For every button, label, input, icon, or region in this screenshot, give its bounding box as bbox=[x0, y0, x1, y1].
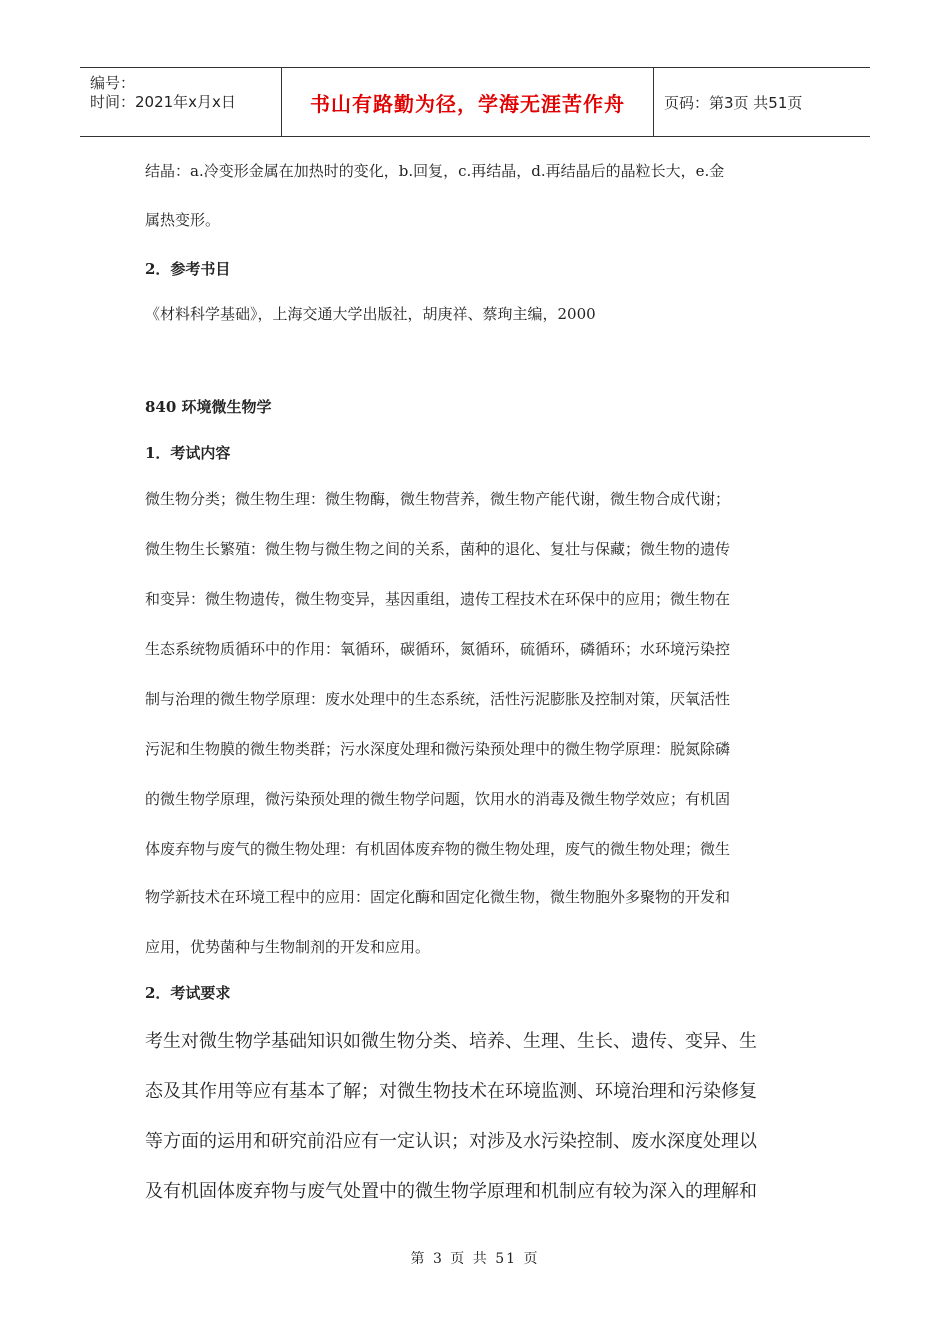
header-page-info: 页码：第3页 共51页 bbox=[664, 93, 803, 112]
page-header bbox=[80, 67, 870, 137]
paragraph-line-large: 及有机固体废弃物与废气处置中的微生物学原理和机制应有较为深入的理解和 bbox=[145, 1181, 757, 1202]
paragraph-line: 微生物分类；微生物生理：微生物酶，微生物营养，微生物产能代谢，微生物合成代谢； bbox=[145, 490, 731, 508]
section-heading: 2．考试要求 bbox=[145, 984, 231, 1002]
paragraph-line-large: 等方面的运用和研究前沿应有一定认识；对涉及水污染控制、废水深度处理以 bbox=[145, 1131, 757, 1152]
paragraph-line: 的微生物学原理，微污染预处理的微生物学问题，饮用水的消毒及微生物学效应；有机固 bbox=[145, 790, 731, 808]
paragraph-line: 制与治理的微生物学原理：废水处理中的生态系统，活性污泥膨胀及控制对策，厌氧活性 bbox=[145, 690, 731, 708]
section-heading: 2．参考书目 bbox=[145, 260, 231, 278]
paragraph-line-large: 态及其作用等应有基本了解；对微生物技术在环境监测、环境治理和污染修复 bbox=[145, 1081, 757, 1102]
subject-title: 840 环境微生物学 bbox=[145, 398, 272, 416]
paragraph-line: 属热变形。 bbox=[145, 211, 221, 229]
paragraph-line: 体废弃物与废气的微生物处理：有机固体废弃物的微生物处理，废气的微生物处理；微生 bbox=[145, 840, 731, 858]
serial-label: 编号： bbox=[90, 74, 136, 92]
reference-line: 《材料科学基础》，上海交通大学出版社，胡庚祥、蔡珣主编，2000 bbox=[145, 305, 596, 323]
time-label: 时间：2021年x月x日 bbox=[90, 93, 236, 111]
section-heading: 1．考试内容 bbox=[145, 444, 231, 462]
paragraph-line: 微生物生长繁殖：微生物与微生物之间的关系，菌种的退化、复壮与保藏；微生物的遗传 bbox=[145, 540, 731, 558]
header-meta bbox=[80, 68, 282, 136]
paragraph-line: 生态系统物质循环中的作用：氧循环，碳循环，氮循环，硫循环，磷循环；水环境污染控 bbox=[145, 640, 731, 658]
paragraph-line: 应用，优势菌种与生物制剂的开发和应用。 bbox=[145, 938, 431, 956]
paragraph-line: 和变异：微生物遗传，微生物变异，基因重组，遗传工程技术在环保中的应用；微生物在 bbox=[145, 590, 731, 608]
paragraph-line-large: 考生对微生物学基础知识如微生物分类、培养、生理、生长、遗传、变异、生 bbox=[145, 1031, 757, 1052]
paragraph-line: 污泥和生物膜的微生物类群；污水深度处理和微污染预处理中的微生物学原理：脱氮除磷 bbox=[145, 740, 731, 758]
page-footer: 第 3 页 共 51 页 bbox=[410, 1251, 540, 1267]
header-motto: 书山有路勤为径，学海无涯苦作舟 bbox=[282, 68, 654, 136]
paragraph-line: 结晶：a.冷变形金属在加热时的变化，b.回复，c.再结晶，d.再结晶后的晶粒长大，e.金 bbox=[145, 162, 725, 180]
paragraph-line: 物学新技术在环境工程中的应用：固定化酶和固定化微生物，微生物胞外多聚物的开发和 bbox=[145, 888, 731, 906]
